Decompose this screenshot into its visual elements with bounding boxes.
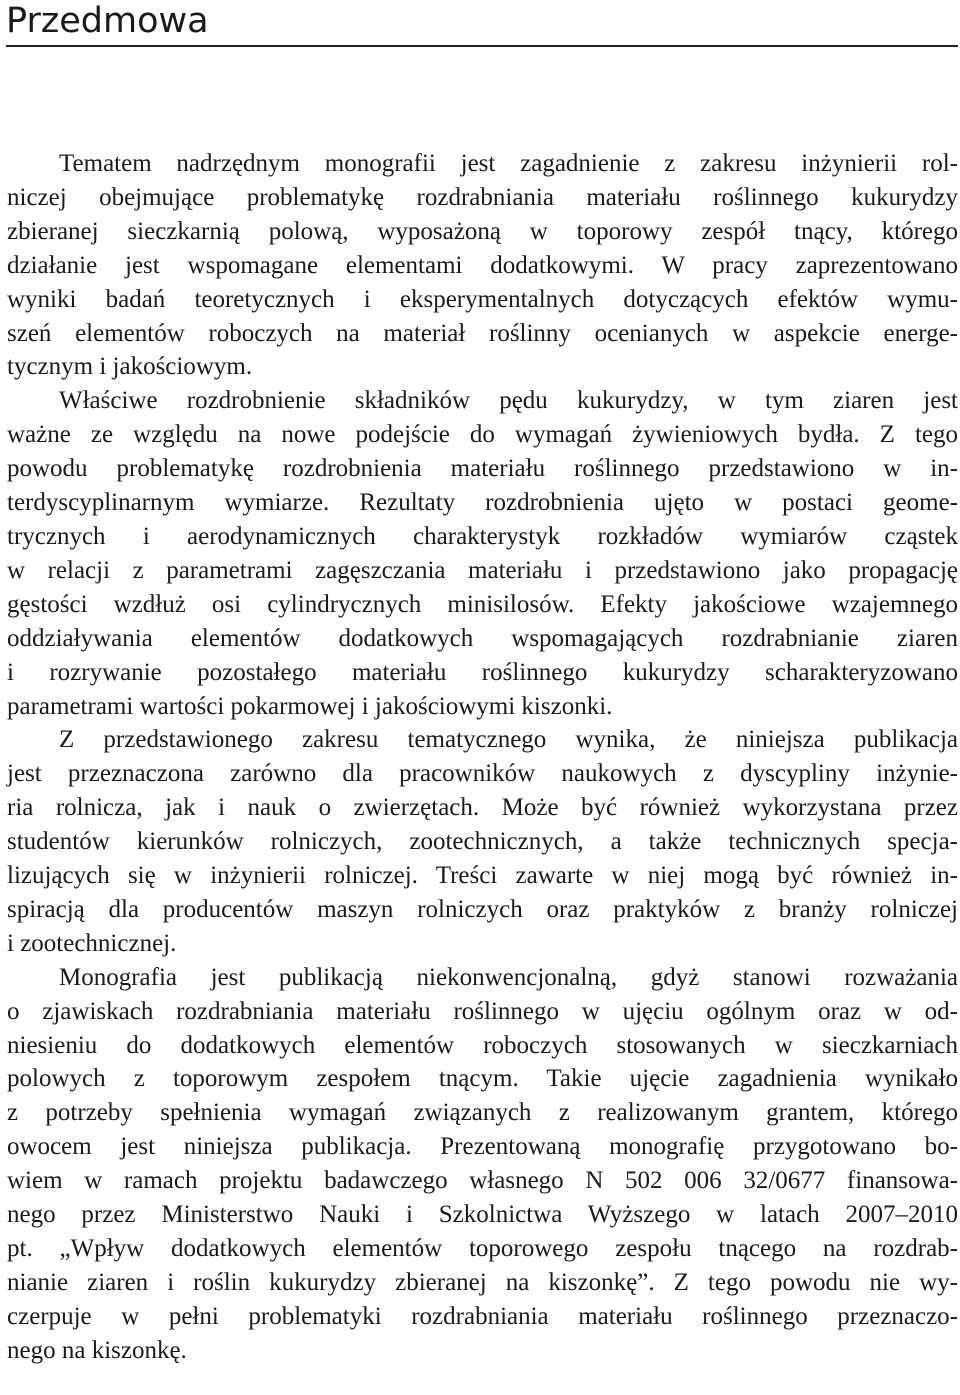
- paragraph-line: terdyscyplinarnym wymiarze. Rezultaty rozdrobnienia ujęto w postaci geome-: [7, 489, 958, 517]
- paragraph-line: lizujących się w inżynierii rolniczej. Treści zawarte w niej mogą być również in-: [7, 862, 958, 890]
- paragraph-1: [7, 147, 958, 384]
- paragraph-line: Tematem nadrzędnym monografii jest zagadnienie z zakresu inżynierii rol-: [59, 150, 958, 177]
- paragraph-line: jest przeznaczona zarówno dla pracowników naukowych z dyscypliny inżynie-: [7, 760, 958, 788]
- paragraph-line: spiracją dla producentów maszyn rolniczych oraz praktyków z branży rolniczej: [7, 895, 958, 923]
- paragraph-line: i rozrywanie pozostałego materiału roślinnego kukurydzy scharakteryzowano: [7, 658, 958, 686]
- paragraph-line: czerpuje w pełni problematyki rozdrabniania materiału roślinnego przeznaczo-: [7, 1302, 958, 1330]
- paragraph-line: nego przez Ministerstwo Nauki i Szkolnictwa Wyższego w latach 2007–2010: [7, 1201, 958, 1229]
- paragraph-line: polowych z toporowym zespołem tnącym. Takie ujęcie zagadnienia wynikało: [7, 1065, 958, 1093]
- paragraph-line: o zjawiskach rozdrabniania materiału roślinnego w ujęciu ogólnym oraz w od-: [7, 997, 958, 1025]
- paragraph-line: działanie jest wspomagane elementami dodatkowymi. W pracy zaprezentowano: [7, 251, 958, 279]
- paragraph-line: nego na kiszonkę.: [7, 1336, 187, 1364]
- title-divider: [6, 45, 958, 47]
- paragraph-2: [7, 384, 958, 723]
- paragraph-line: owocem jest niniejsza publikacja. Prezentowaną monografię przygotowano bo-: [7, 1133, 958, 1161]
- chapter-title: Przedmowa: [6, 1, 209, 41]
- paragraph-line: ria rolnicza, jak i nauk o zwierzętach. Może być również wykorzystana przez: [7, 794, 958, 822]
- paragraph-line: w relacji z parametrami zagęszczania materiału i przedstawiono jako propagację: [7, 556, 958, 584]
- paragraph-line: powodu problematykę rozdrobnienia materiału roślinnego przedstawiono w in-: [7, 455, 958, 483]
- paragraph-line: studentów kierunków rolniczych, zootechnicznych, a także technicznych specja-: [7, 828, 958, 856]
- paragraph-line: oddziaływania elementów dodatkowych wspomagających rozdrabnianie ziaren: [7, 624, 958, 652]
- paragraph-line: gęstości wzdłuż osi cylindrycznych minisilosów. Efekty jakościowe wzajemnego: [7, 590, 958, 618]
- paragraph-line: niczej obejmujące problematykę rozdrabniania materiału roślinnego kukurydzy: [7, 183, 958, 211]
- paragraph-line: wyniki badań teoretycznych i eksperymentalnych dotyczących efektów wymu-: [7, 285, 958, 313]
- paragraph-line: wiem w ramach projektu badawczego własnego N 502 006 32/0677 finansowa-: [7, 1167, 958, 1195]
- paragraph-line: trycznych i aerodynamicznych charakterystyk rozkładów wymiarów cząstek: [7, 522, 958, 550]
- body-text: [7, 147, 958, 1368]
- paragraph-line: nianie ziaren i roślin kukurydzy zbieranej na kiszonkę”. Z tego powodu nie wy-: [7, 1268, 958, 1296]
- paragraph-line: Właściwe rozdrobnienie składników pędu kukurydzy, w tym ziaren jest: [59, 387, 958, 415]
- paragraph-line: i zootechnicznej.: [7, 929, 177, 957]
- paragraph-3: [7, 723, 958, 960]
- paragraph-line: tycznym i jakościowym.: [7, 353, 253, 381]
- paragraph-line: parametrami wartości pokarmowej i jakościowymi kiszonki.: [7, 692, 613, 720]
- paragraph-line: ważne ze względu na nowe podejście do wymagań żywieniowych bydła. Z tego: [7, 421, 958, 449]
- paragraph-line: zbieranej sieczkarnią polową, wyposażoną w toporowy zespół tnący, którego: [7, 217, 958, 245]
- paragraph-line: Monografia jest publikacją niekonwencjonalną, gdyż stanowi rozważania: [59, 963, 958, 991]
- paragraph-line: szeń elementów roboczych na materiał roślinny ocenianych w aspekcie energe-: [7, 319, 958, 347]
- paragraph-line: pt. „Wpływ dodatkowych elementów toporowego zespołu tnącego na rozdrab-: [7, 1235, 958, 1262]
- paragraph-4: [7, 961, 958, 1368]
- paragraph-line: z potrzeby spełnienia wymagań związanych z realizowanym grantem, którego: [7, 1099, 958, 1127]
- paragraph-line: Z przedstawionego zakresu tematycznego wynika, że niniejsza publikacja: [59, 726, 958, 754]
- paragraph-line: niesieniu do dodatkowych elementów roboczych stosowanych w sieczkarniach: [7, 1031, 958, 1059]
